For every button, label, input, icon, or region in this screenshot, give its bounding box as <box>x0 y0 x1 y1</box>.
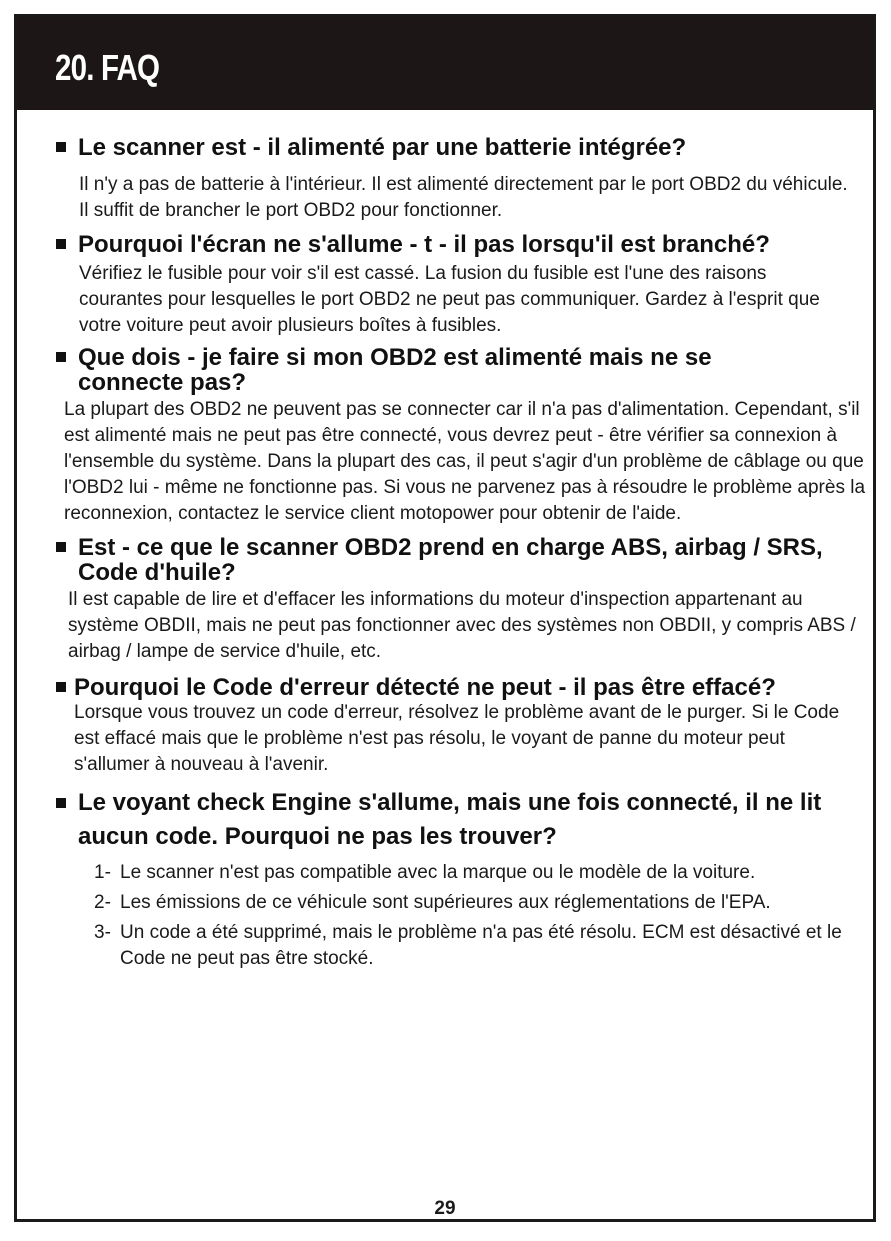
square-bullet-icon <box>56 352 66 362</box>
faq-item <box>54 135 882 224</box>
faq-answer: Vérifiez le fusible pour voir s'il est cassé. La fusion du fusible est l'une des raisons courantes pour lesquelles le port OBD2 ne peut pas communiquer. Gardez à l'esprit que votre voiture peut avoir plusieurs boîtes à fusibles. <box>79 263 820 336</box>
faq-item <box>54 675 882 778</box>
faq-question: Que dois - je faire si mon OBD2 est alimenté mais ne se connecte pas? <box>54 345 882 395</box>
square-bullet-icon <box>56 798 66 808</box>
faq-content <box>54 135 882 972</box>
step-item: 2- Les émissions de ce véhicule sont supérieures aux réglementations de l'EPA. <box>94 892 771 913</box>
page-number: 29 <box>434 1198 456 1219</box>
faq-question: Le voyant check Engine s'allume, mais une fois connecté, il ne lit aucun code. Pourquoi ne pas les trouver? <box>54 786 882 854</box>
faq-question: Le scanner est - il alimenté par une batterie intégrée? <box>54 135 882 160</box>
faq-item <box>54 786 882 972</box>
page-title: 20. FAQ <box>55 47 160 88</box>
faq-item <box>54 345 882 527</box>
step-item: 3- Un code a été supprimé, mais le problème n'a pas été résolu. ECM est désactivé et le Code ne peut pas être stocké. <box>94 922 842 969</box>
faq-item <box>54 535 882 665</box>
faq-answer: Lorsque vous trouvez un code d'erreur, résolvez le problème avant de le purger. Si le Code est effacé mais que le problème n'est pas résolu, le voyant de panne du moteur peut s'allumer à nouveau à l'avenir. <box>74 702 840 775</box>
faq-question: Pourquoi le Code d'erreur détecté ne peut - il pas être effacé? <box>54 675 882 700</box>
faq-item <box>54 232 882 339</box>
header-band <box>17 17 873 110</box>
square-bullet-icon <box>56 142 66 152</box>
square-bullet-icon <box>56 239 66 249</box>
faq-question: Est - ce que le scanner OBD2 prend en charge ABS, airbag / SRS, Code d'huile? <box>54 535 882 585</box>
faq-question: Pourquoi l'écran ne s'allume - t - il pas lorsqu'il est branché? <box>54 232 882 257</box>
square-bullet-icon <box>56 542 66 552</box>
faq-answer: Il n'y a pas de batterie à l'intérieur. Il est alimenté directement par le port OBD2 du véhicule. Il suffit de brancher le port OBD2 pour fonctionner. <box>79 174 848 221</box>
faq-answer: Il est capable de lire et d'effacer les informations du moteur d'inspection appartenant au système OBDII, mais ne peut pas fonctionner avec des systèmes non OBDII, y compris ABS / airbag / lampe de service d'huile, etc. <box>68 589 856 662</box>
step-item: 1- Le scanner n'est pas compatible avec la marque ou le modèle de la voiture. <box>94 862 756 883</box>
square-bullet-icon <box>56 682 66 692</box>
answer-steps <box>54 860 882 972</box>
page-frame <box>14 14 876 1222</box>
faq-answer: La plupart des OBD2 ne peuvent pas se connecter car il n'a pas d'alimentation. Cependant, s'il est alimenté mais ne peut pas être connecté, vous devrez peut - être vérifier sa connexion à l'ensemble du système. Dans la plupart des cas, il peut s'agir d'un problème de câblage ou que l'OBD2 lui - même ne fonctionne pas. Si vous ne parvenez pas à résoudre le problème après la reconnexion, contactez le service client motopower pour obtenir de l'aide. <box>64 399 866 524</box>
